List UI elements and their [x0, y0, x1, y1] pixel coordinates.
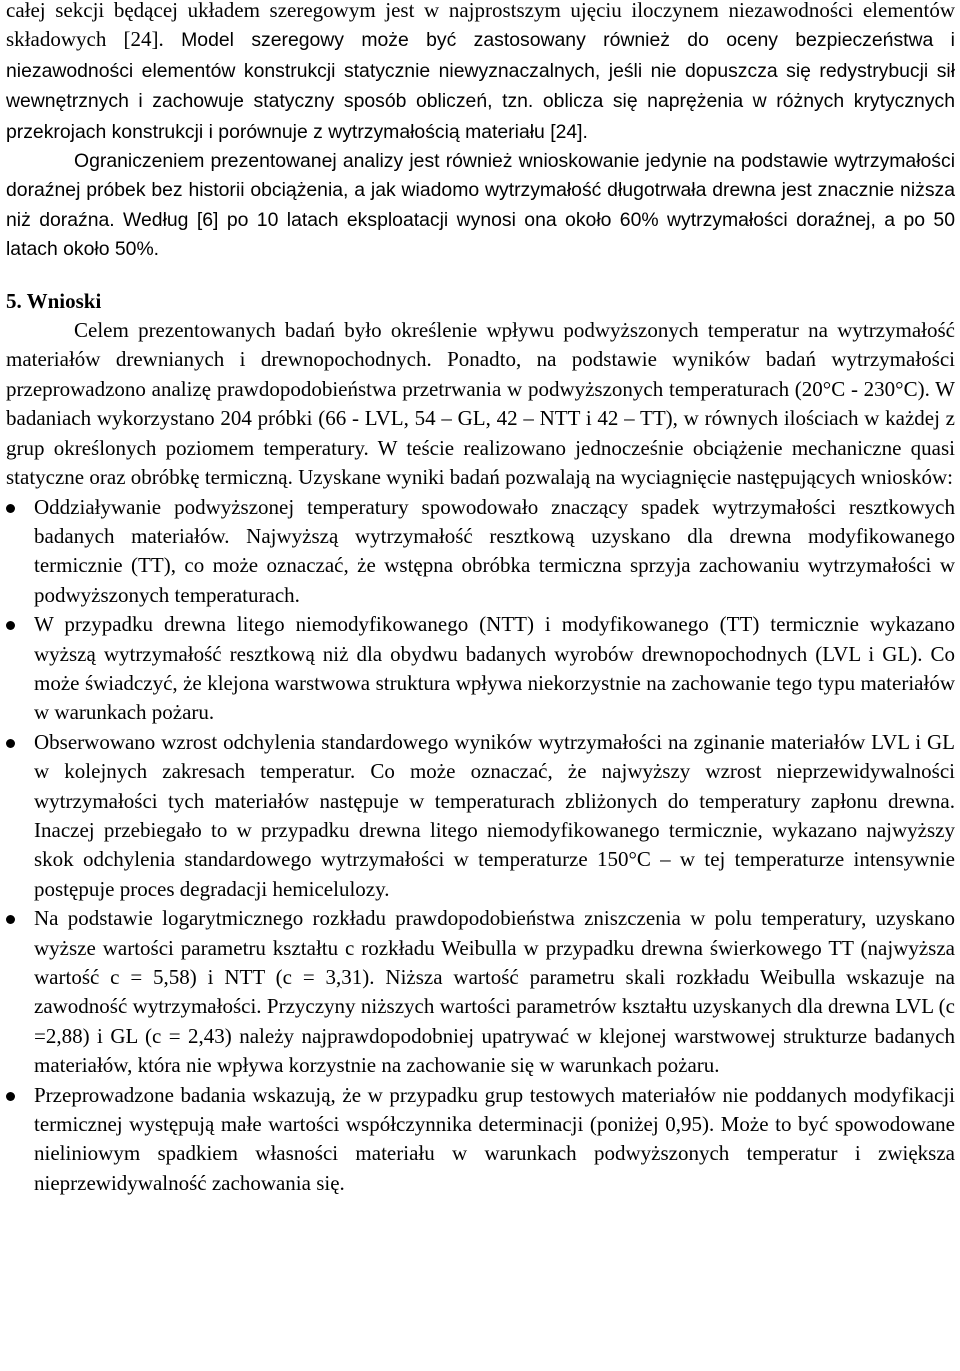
conclusions-list [6, 493, 955, 1199]
bullet-icon [6, 504, 15, 513]
paragraph-series-model-sans: Model szeregowy może być zastosowany również do oceny bezpieczeństwa i niezawodności elementów konstrukcji statycznie niewyznaczalnych, jeśli nie dopuszcza się redystrybucji sił wewnętrznych i zachowuje statyczny sposób obliczeń, tzn. oblicza się naprężenia w różnych krytycznych przekrojach konstrukcji i porównuje z wytrzymałością materiału [24]. [6, 29, 955, 143]
bullet-icon [6, 915, 15, 924]
paragraph-series-model-serif: całej sekcji będącej układem szeregowym jest w najprostszym ujęciu iloczynem niezawodności elementów składowych [24]. [6, 0, 955, 52]
conclusion-item [6, 904, 955, 1080]
bullet-icon [6, 739, 15, 748]
conclusion-text: Na podstawie logarytmicznego rozkładu prawdopodobieństwa zniszczenia w polu temperatury, uzyskano wyższe wartości parametru kształtu c rozkładu Weibulla w przypadku drewna świerkowego TT (najwyższa wartość c = 5,58) i NTT (c = 3,31). Niższa wartość parametru skali rozkładu Weibulla wskazuje na zawodność wytrzymałości. Przyczyny niższych wartości parametrów kształtu uzyskanych dla drewna LVL (c =2,88) i GL (c = 2,43) należy najprawdopodobniej upatrywać w klejonej warstwowej strukturze badanych materiałów, która nie wpływa korzystnie na zachowanie się w warunkach pożaru. [34, 906, 955, 1078]
conclusion-text: Oddziaływanie podwyższonej temperatury spowodowało znaczący spadek wytrzymałości resztkowych badanych materiałów. Najwyższą wytrzymałość resztkową uzyskano dla drewna modyfikowanego termicznie (TT), co może oznaczać, że wstępna obróbka termiczna sprzyja zachowaniu wytrzymałości w podwyższonych temperaturach. [34, 494, 955, 607]
paragraph-series-model [6, 0, 955, 147]
conclusion-text: Przeprowadzone badania wskazują, że w przypadku grup testowych materiałów nie poddanych modyfikacji termicznej występują małe wartości współczynnika determinacji (poniżej 0,95). Może to być spowodowane nieliniowym spadkiem własności materiału w warunkach podwyższonych temperatur i zwiększa nieprzewidywalność zachowania się. [34, 1082, 955, 1195]
conclusion-item [6, 1081, 955, 1199]
conclusion-text: Obserwowano wzrost odchylenia standardowego wyników wytrzymałości na zginanie materiałów LVL i GL w kolejnych zakresach temperatur. Co może oznaczać, że najwyższy wzrost nieprzewidywalności wytrzymałości tych materiałów następuje w temperaturach zbliżonych do temperatury zapłonu drewna. Inaczej przebiegało to w przypadku drewna litego niemodyfikowanego termicznie, wykazano najwyższy skok odchylenia standardowego wytrzymałości w temperaturze 150°C – w tej temperaturze intensywnie postępuje proces degradacji hemicelulozy. [34, 729, 955, 901]
document-page [6, 0, 955, 1198]
section-heading: 5. Wnioski [6, 288, 102, 313]
bullet-icon [6, 621, 15, 630]
conclusion-item [6, 610, 955, 728]
conclusion-text: W przypadku drewna litego niemodyfikowanego (NTT) i modyfikowanego (TT) termicznie wykazano wyższą wytrzymałość resztkową niż dla obydwu badanych wyrobów drewnopochodnych (LVL i GL). Co może świadczyć, że klejona warstwowa struktura wpływa niekorzystnie na zachowanie tego typu materiałów w warunkach pożaru. [34, 612, 955, 725]
section-intro-paragraph: Celem prezentowanych badań było określenie wpływu podwyższonych temperatur na wytrzymałość materiałów drewnianych i drewnopochodnych. Ponadto, na podstawie wyników badań wytrzymałości przeprowadzono analizę prawdopodobieństwa przetrwania w podwyższonych temperaturach (20°C - 230°C). W badaniach wykorzystano 204 próbki (66 - LVL, 54 – GL, 42 – NTT i 42 – TT), w równych ilościach w każdej z grup określonych poziomem temperatury. W teście realizowano jednocześnie obciążenie mechaniczne quasi statyczne oraz obróbkę termiczną. Uzyskane wyniki badań pozwalają na wyciagnięcie następujących wniosków: [6, 318, 955, 490]
conclusion-item [6, 493, 955, 611]
bullet-icon [6, 1092, 15, 1101]
spacer [6, 265, 955, 287]
conclusion-item [6, 728, 955, 904]
paragraph-analysis-limitation: Ograniczeniem prezentowanej analizy jest również wnioskowanie jedynie na podstawie wytrzymałości doraźnej próbek bez historii obciążenia, a jak wiadomo wytrzymałość długotrwała drewna jest znacznie niższa niż doraźna. Według [6] po 10 latach eksploatacji wynosi ona około 60% wytrzymałości doraźnej, a po 50 latach około 50%. [6, 150, 955, 261]
